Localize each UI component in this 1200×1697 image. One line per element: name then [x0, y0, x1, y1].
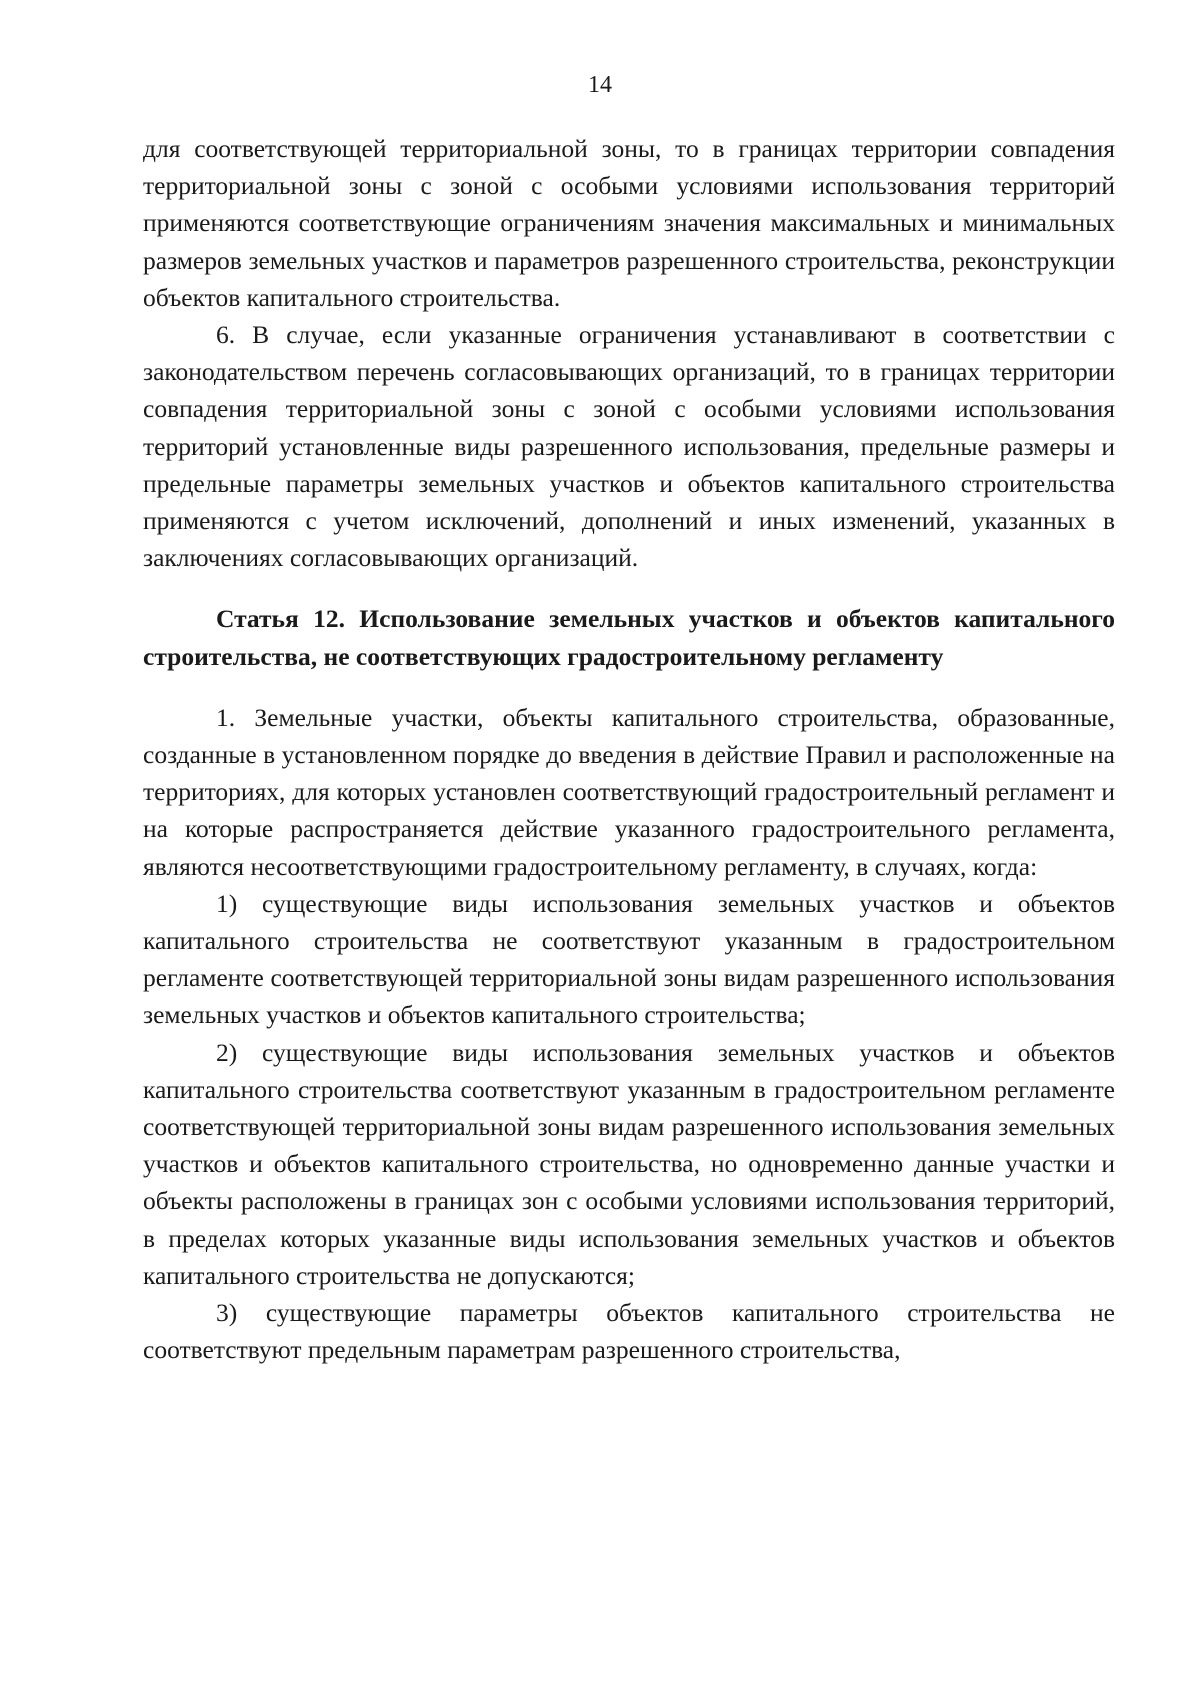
paragraph-item-1: 1. Земельные участки, объекты капитального строительства, образованные, созданные в установленном порядке до введения в действие Правил и расположенные на территориях, для которых установлен соответствующий градостроительный регламент и на которые распространяется действие указанного градостроительного регламента, являются несоответствующими градостроительному регламенту, в случаях, когда: — [143, 702, 1115, 881]
document-body — [143, 130, 1115, 1369]
list-item-2: 2) существующие виды использования земельных участков и объектов капитального строительства соответствуют указанным в градостроительном регламенте соответствующей территориальной зоны видам разрешенного использования земельных участков и объектов капитального строительства, но одновременно данные участки и объекты расположены в границах зон с особыми условиями использования территорий, в пределах которых указанные виды использования земельных участков и объектов капитального строительства не допускаются; — [143, 1037, 1115, 1290]
list-item-3: 3) существующие параметры объектов капитального строительства не соответствуют предельным параметрам разрешенного строительства, — [143, 1298, 1115, 1365]
list-item-1: 1) существующие виды использования земельных участков и объектов капитального строительства не соответствуют указанным в градостроительном регламенте соответствующей территориальной зоны видам разрешенного использования земельных участков и объектов капитального строительства; — [143, 888, 1115, 1030]
page-number: 14 — [588, 72, 612, 98]
paragraph-item-6: 6. В случае, если указанные ограничения устанавливают в соответствии с законодательством перечень согласовывающих организаций, то в границах территории совпадения территориальной зоны с зоной с особыми условиями использования территорий установленные виды разрешенного использования, предельные размеры и предельные параметры земельных участков и объектов капитального строительства применяются с учетом исключений, дополнений и иных изменений, указанных в заключениях согласовывающих организаций. — [143, 320, 1115, 573]
article-12-heading: Статья 12. Использование земельных участков и объектов капитального строительства, не соответствующих градостроительному регламенту — [143, 604, 1115, 671]
paragraph-continuation: для соответствующей территориальной зоны, то в границах территории совпадения территориальной зоны с зоной с особыми условиями использования территорий применяются соответствующие ограничениям значения максимальных и минимальных размеров земельных участков и параметров разрешенного строительства, реконструкции объектов капитального строительства. — [143, 134, 1115, 312]
